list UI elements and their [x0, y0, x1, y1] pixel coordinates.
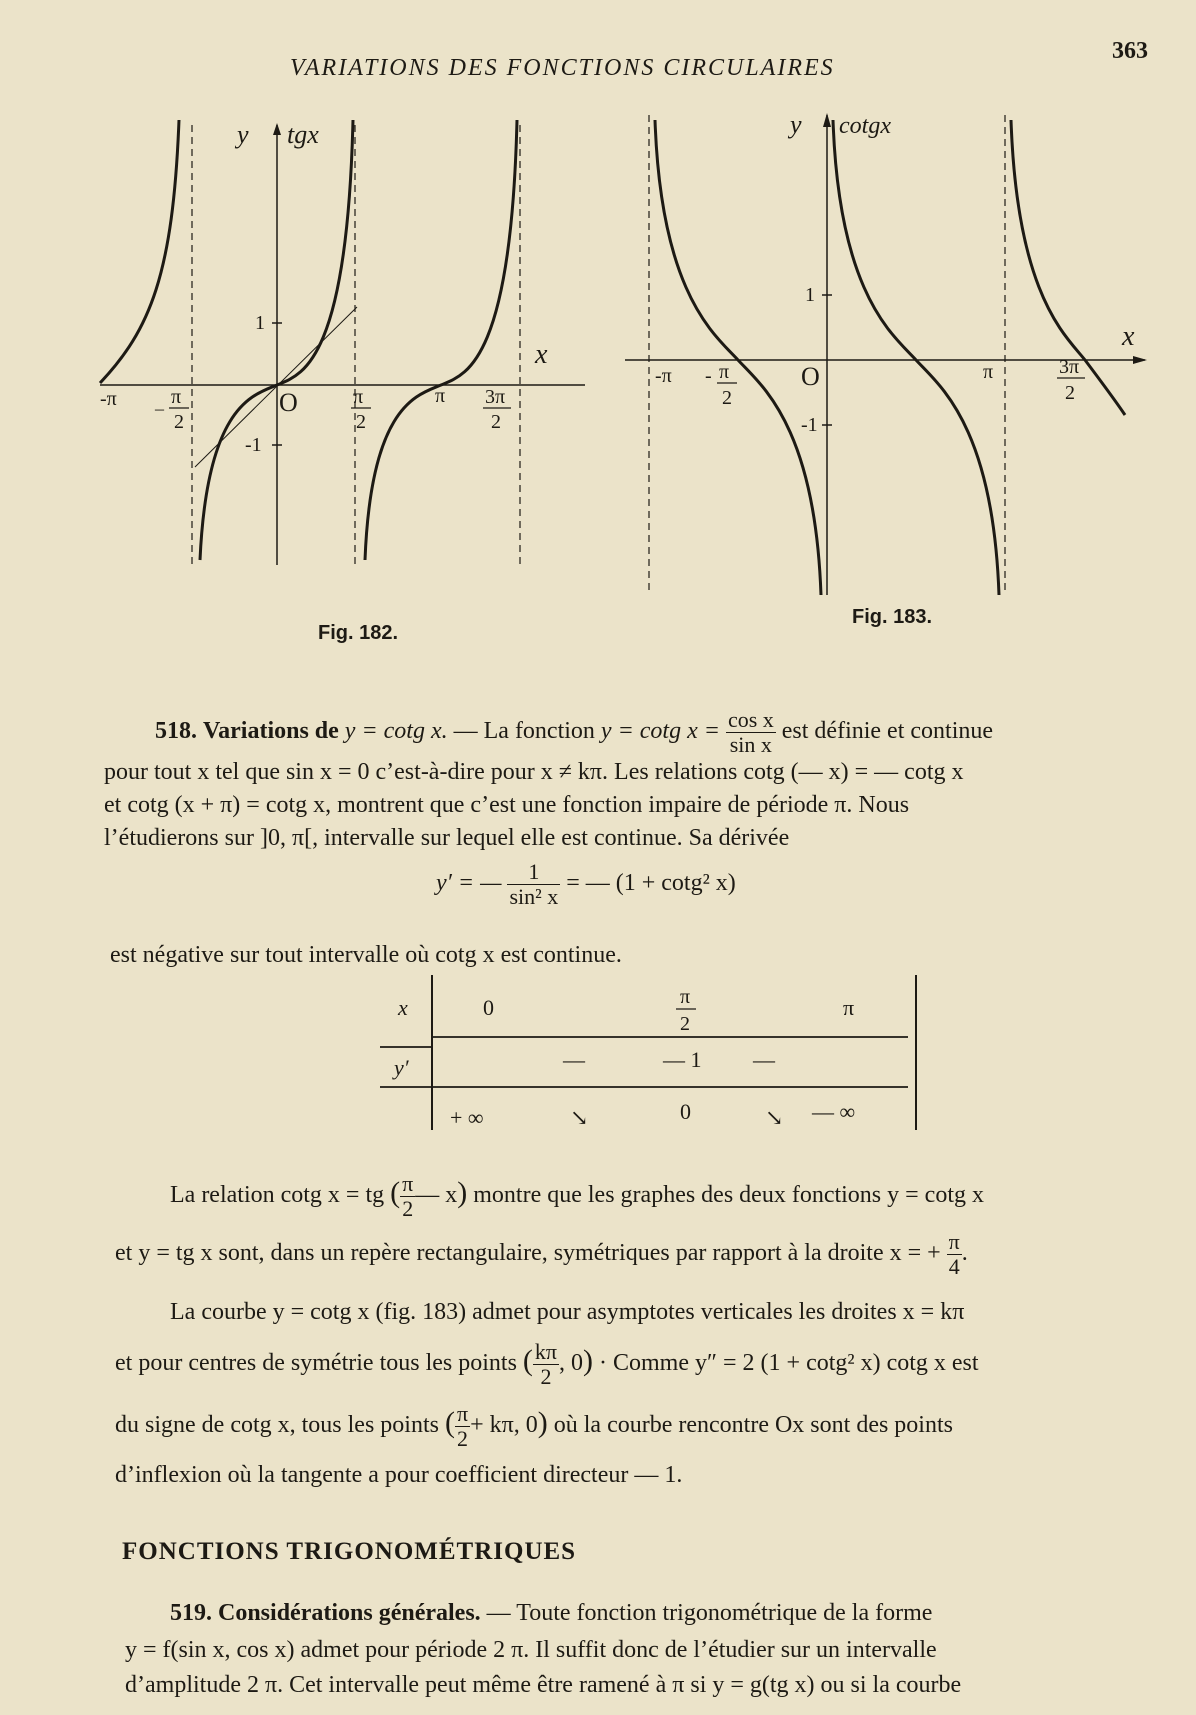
fig182-tick-half-pi: π [353, 386, 364, 408]
fig183-tick-one: 1 [805, 284, 815, 306]
paragraph-symmetry-line2: et y = tg x sont, dans un repère rectangulaire, symétriques par rapport à la droite x = + $\frac{\pi}{4}$ . [115, 1229, 968, 1279]
svg-text:2: 2 [174, 411, 184, 433]
section-519-line2: y = f(sin x, cos x) admet pour période 2 π. Il suffit donc de l’étudier sur un intervalle [125, 1637, 937, 1663]
fig183-tick-pi: π [983, 361, 994, 383]
fig182-tick-minus-one: -1 [245, 434, 262, 456]
table-x-header: x [398, 995, 408, 1020]
svg-text:2: 2 [1065, 382, 1075, 404]
svg-text:—: — [753, 1047, 775, 1072]
paragraph-asymptotes-line3: du signe de cotg x, tous les points ( $\frac{\pi}{2}$ + kπ, 0) où la courbe rencontre Ox sont des points [115, 1401, 953, 1451]
paragraph-asymptotes-line4: d’inflexion où la tangente a pour coefficient directeur — 1. [115, 1462, 683, 1488]
svg-text:+ ∞: + ∞ [450, 1105, 484, 1130]
figure-182-caption: Fig. 182. [318, 622, 399, 644]
fig183-y-label: y [790, 110, 802, 139]
fig182-y-label: y [237, 120, 249, 149]
section-518-line5: est négative sur tout intervalle où cotg x est continue. [110, 942, 622, 968]
svg-text:2: 2 [491, 411, 501, 433]
fig182-y-arrow-icon [273, 123, 281, 135]
fig183-tick-minus-half-pi: π [719, 361, 730, 383]
section-heading: FONCTIONS TRIGONOMÉTRIQUES [122, 1538, 577, 1565]
paragraph-asymptotes-line2: et pour centres de symétrie tous les points ( $\frac{k\pi}{2}$ , 0) · Comme y″ = 2 (1 + cotg² x) cotg x est [115, 1339, 979, 1389]
svg-text:0: 0 [483, 995, 494, 1020]
svg-text:-: - [705, 365, 712, 387]
paragraph-asymptotes-line1: La courbe y = cotg x (fig. 183) admet pour asymptotes verticales les droites x = kπ [170, 1299, 965, 1325]
svg-text:2: 2 [680, 1013, 690, 1035]
decreasing-arrow-icon: ↘ [570, 1105, 589, 1130]
fig182-tick-minus-pi: -π [100, 388, 117, 410]
svg-text:2: 2 [356, 411, 366, 433]
figure-182-tangent-graph [95, 95, 585, 625]
svg-text:0: 0 [680, 1099, 691, 1124]
fig183-x-arrow-icon [1133, 356, 1147, 364]
table-yprime-header: y′ [394, 1055, 409, 1080]
section-title: Variations de [203, 718, 339, 745]
svg-text:_: _ [155, 392, 164, 412]
fig183-curve-branch-left [655, 120, 821, 595]
fig182-curve-branch-right [365, 120, 517, 560]
fraction-cos-over-sin: $\frac{\text{cos x}}{\text{sin x}}$ [727, 707, 774, 757]
svg-text:—: — [563, 1047, 585, 1072]
fig183-function-label: cotgx [839, 113, 891, 139]
fig183-tick-minus-one: -1 [801, 414, 818, 436]
svg-text:π: π [843, 995, 855, 1020]
running-header: VARIATIONS DES FONCTIONS CIRCULAIRES [290, 55, 835, 81]
fig183-x-label: x [1122, 321, 1135, 352]
fig182-tick-minus-half-pi: π [171, 386, 182, 408]
fig183-tick-three-half-pi: 3π [1059, 356, 1080, 378]
section-519-line3: d’amplitude 2 π. Cet intervalle peut même être ramené à π si y = g(tg x) ou si la courbe [125, 1672, 962, 1698]
svg-text:2: 2 [722, 387, 732, 409]
fig183-origin-label: O [801, 362, 820, 391]
fig182-origin-label: O [279, 388, 298, 417]
fig182-curve-branch-left [100, 120, 179, 383]
fig182-tick-three-half-pi: 3π [485, 386, 506, 408]
fig183-tick-minus-pi: -π [655, 365, 672, 387]
section-518-line2: pour tout x tel que sin x = 0 c’est-à-dire pour x ≠ kπ. Les relations cotg (— x) = — cotg x [104, 759, 964, 785]
fig182-tick-one: 1 [255, 312, 265, 334]
fig183-y-arrow-icon [823, 113, 831, 127]
figure-183-cotangent-graph [625, 95, 1165, 615]
section-518-line1: 518. Variations de y = cotg x. — La fonction y = cotg x = $\frac{\text{cos x}}{\text{sin x}}$ est définie et continue [155, 707, 994, 757]
fig182-x-label: x [535, 339, 548, 370]
svg-text:— 1: — 1 [663, 1047, 702, 1072]
page-number: 363 [1112, 38, 1148, 64]
decreasing-arrow-icon: ↘ [765, 1105, 784, 1130]
fig182-tick-pi: π [435, 385, 446, 407]
svg-text:π: π [680, 986, 691, 1008]
svg-text:— ∞: — ∞ [812, 1099, 856, 1124]
section-518-line3: et cotg (x + π) = cotg x, montrent que c’est une fonction impaire de période π. Nous [104, 792, 910, 818]
figure-183-caption: Fig. 183. [852, 606, 933, 628]
variation-table [380, 975, 925, 1140]
derivative-formula: y′ = — $\frac{1}{\text{sin² x}}$ = — (1 + cotg² x) [436, 859, 736, 909]
section-518-line4: l’étudierons sur ]0, π[, intervalle sur lequel elle est continue. Sa dérivée [104, 825, 790, 851]
section-519-line1: 519. Considérations générales. — Toute fonction trigonométrique de la forme [170, 1600, 933, 1626]
paragraph-symmetry-line1: La relation cotg x = tg ( $\frac{\pi}{2}$ — x) montre que les graphes des deux fonctions y = cotg x [170, 1171, 984, 1221]
section-number: 518. [155, 718, 197, 745]
fig182-function-label: tgx [287, 120, 319, 149]
fig183-curve-branch-center [833, 120, 999, 595]
